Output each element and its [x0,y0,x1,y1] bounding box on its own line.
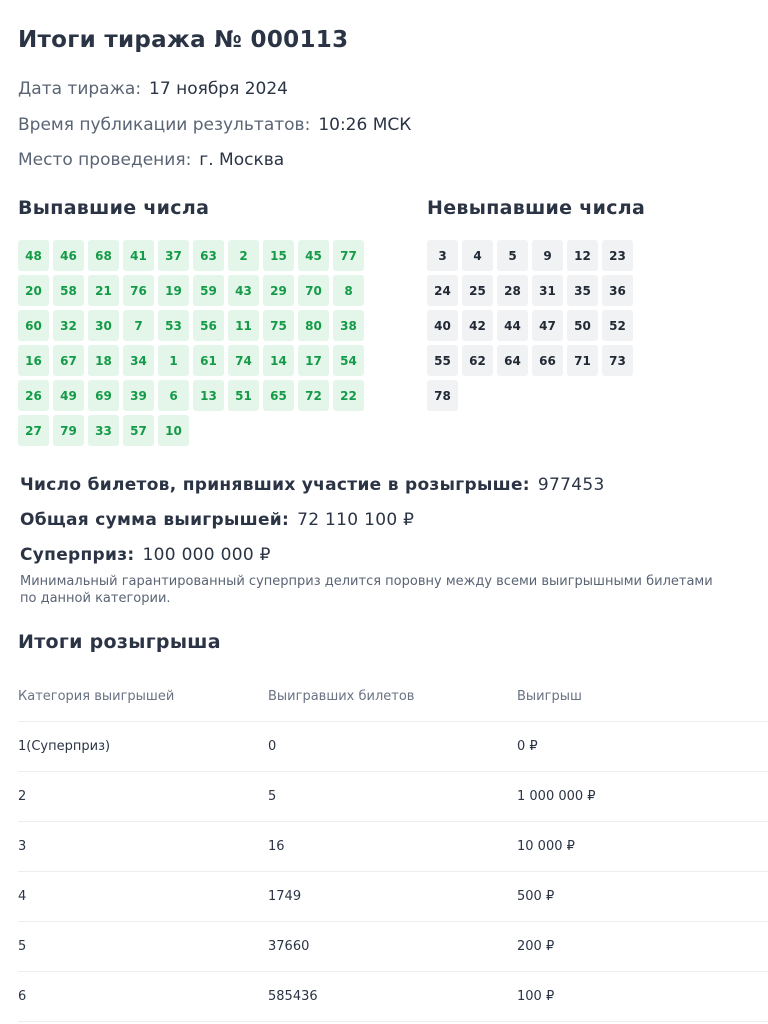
drawn-number-cell: 26 [18,380,49,411]
column-header-category: Категория выигрышей [18,689,175,704]
undrawn-number-cell: 47 [532,310,563,341]
drawn-number-cell: 10 [158,415,189,446]
drawn-number-cell: 60 [18,310,49,341]
undrawn-number-cell: 66 [532,345,563,376]
undrawn-number-cell: 28 [497,275,528,306]
table-row [18,772,768,822]
drawn-number-cell: 17 [298,345,329,376]
drawn-number-cell: 61 [193,345,224,376]
drawn-number-cell: 68 [88,240,119,271]
winners-cell: 1749 [268,889,302,904]
category-cell: 6 [18,989,27,1004]
undrawn-number-cell: 42 [462,310,493,341]
drawn-number-cell: 76 [123,275,154,306]
table-row [18,972,768,1022]
total-winnings-value: 72 110 100 ₽ [297,510,415,530]
drawn-number-cell: 21 [88,275,119,306]
winners-cell: 16 [268,839,285,854]
drawn-number-cell: 56 [193,310,224,341]
superprize-label: Суперприз: [20,545,135,565]
draw-place-row [18,150,284,170]
results-heading: Итоги розыгрыша [18,631,221,653]
drawn-numbers-grid [18,240,364,446]
undrawn-number-cell: 23 [602,240,633,271]
winners-cell: 0 [268,739,277,754]
publish-time-label: Время публикации результатов: [18,115,311,135]
category-cell: 1(Суперприз) [18,739,111,754]
undrawn-number-cell: 62 [462,345,493,376]
drawn-number-cell: 18 [88,345,119,376]
drawn-number-cell: 77 [333,240,364,271]
prize-cell: 500 ₽ [517,889,555,904]
draw-place-label: Место проведения: [18,150,192,170]
drawn-number-cell: 72 [298,380,329,411]
winners-cell: 37660 [268,939,310,954]
publish-time-value: 10:26 МСК [318,115,412,135]
drawn-number-cell: 39 [123,380,154,411]
results-table-body [18,722,768,1022]
page-title: Итоги тиража № 000113 [18,27,349,53]
drawn-number-cell: 8 [333,275,364,306]
draw-place-value: г. Москва [199,150,285,170]
drawn-number-cell: 34 [123,345,154,376]
drawn-number-cell: 37 [158,240,189,271]
undrawn-number-cell: 5 [497,240,528,271]
drawn-number-cell: 32 [53,310,84,341]
undrawn-number-cell: 44 [497,310,528,341]
drawn-number-cell: 67 [53,345,84,376]
drawn-number-cell: 13 [193,380,224,411]
drawn-number-cell: 70 [298,275,329,306]
drawn-number-cell: 49 [53,380,84,411]
undrawn-number-cell: 52 [602,310,633,341]
undrawn-number-cell: 40 [427,310,458,341]
undrawn-number-cell: 3 [427,240,458,271]
drawn-number-cell: 46 [53,240,84,271]
category-cell: 5 [18,939,27,954]
draw-date-value: 17 ноября 2024 [149,79,288,99]
undrawn-number-cell: 50 [567,310,598,341]
drawn-numbers-heading: Выпавшие числа [18,197,210,219]
table-row [18,722,768,772]
drawn-number-cell: 33 [88,415,119,446]
draw-results-page [18,0,768,1024]
drawn-number-cell: 16 [18,345,49,376]
prize-cell: 100 ₽ [517,989,555,1004]
undrawn-number-cell: 71 [567,345,598,376]
drawn-number-cell: 2 [228,240,259,271]
prize-cell: 10 000 ₽ [517,839,575,854]
drawn-number-cell: 63 [193,240,224,271]
drawn-number-cell: 74 [228,345,259,376]
drawn-number-cell: 20 [18,275,49,306]
winners-cell: 5 [268,789,277,804]
undrawn-number-cell: 78 [427,380,458,411]
drawn-number-cell: 65 [263,380,294,411]
drawn-number-cell: 38 [333,310,364,341]
drawn-number-cell: 69 [88,380,119,411]
superprize-row [20,545,271,565]
tickets-count-value: 977453 [537,475,605,495]
drawn-number-cell: 19 [158,275,189,306]
winners-cell: 585436 [268,989,318,1004]
drawn-number-cell: 15 [263,240,294,271]
superprize-value: 100 000 000 ₽ [142,545,271,565]
undrawn-number-cell: 64 [497,345,528,376]
undrawn-number-cell: 55 [427,345,458,376]
prize-cell: 1 000 000 ₽ [517,789,596,804]
draw-date-label: Дата тиража: [18,79,142,99]
drawn-number-cell: 30 [88,310,119,341]
drawn-number-cell: 7 [123,310,154,341]
undrawn-number-cell: 35 [567,275,598,306]
undrawn-number-cell: 12 [567,240,598,271]
table-row [18,922,768,972]
publish-time-row [18,115,411,135]
total-winnings-row [20,510,414,530]
undrawn-numbers-heading: Невыпавшие числа [427,197,646,219]
column-header-prize: Выигрыш [517,689,582,704]
prize-cell: 200 ₽ [517,939,555,954]
undrawn-number-cell: 4 [462,240,493,271]
undrawn-number-cell: 73 [602,345,633,376]
drawn-number-cell: 48 [18,240,49,271]
drawn-number-cell: 75 [263,310,294,341]
drawn-number-cell: 41 [123,240,154,271]
drawn-number-cell: 57 [123,415,154,446]
drawn-number-cell: 51 [228,380,259,411]
undrawn-numbers-grid [427,240,633,411]
drawn-number-cell: 53 [158,310,189,341]
drawn-number-cell: 27 [18,415,49,446]
drawn-number-cell: 6 [158,380,189,411]
draw-date-row [18,79,288,99]
drawn-number-cell: 54 [333,345,364,376]
tickets-count-row [20,475,605,495]
category-cell: 3 [18,839,27,854]
undrawn-number-cell: 25 [462,275,493,306]
table-header-row [18,672,768,722]
results-table [18,672,768,1022]
table-row [18,872,768,922]
undrawn-number-cell: 31 [532,275,563,306]
drawn-number-cell: 1 [158,345,189,376]
drawn-number-cell: 22 [333,380,364,411]
drawn-number-cell: 29 [263,275,294,306]
prize-cell: 0 ₽ [517,739,538,754]
superprize-note: Минимальный гарантированный суперприз делится поровну между всеми выигрышными билетами по данной категории. [20,574,713,606]
drawn-number-cell: 14 [263,345,294,376]
tickets-count-label: Число билетов, принявших участие в розыгрыше: [20,475,530,495]
category-cell: 4 [18,889,27,904]
drawn-number-cell: 11 [228,310,259,341]
table-row [18,822,768,872]
drawn-number-cell: 58 [53,275,84,306]
undrawn-number-cell: 9 [532,240,563,271]
drawn-number-cell: 43 [228,275,259,306]
undrawn-number-cell: 36 [602,275,633,306]
undrawn-number-cell: 24 [427,275,458,306]
drawn-number-cell: 79 [53,415,84,446]
total-winnings-label: Общая сумма выигрышей: [20,510,290,530]
drawn-number-cell: 59 [193,275,224,306]
column-header-winners: Выигравших билетов [268,689,415,704]
drawn-number-cell: 80 [298,310,329,341]
category-cell: 2 [18,789,27,804]
drawn-number-cell: 45 [298,240,329,271]
